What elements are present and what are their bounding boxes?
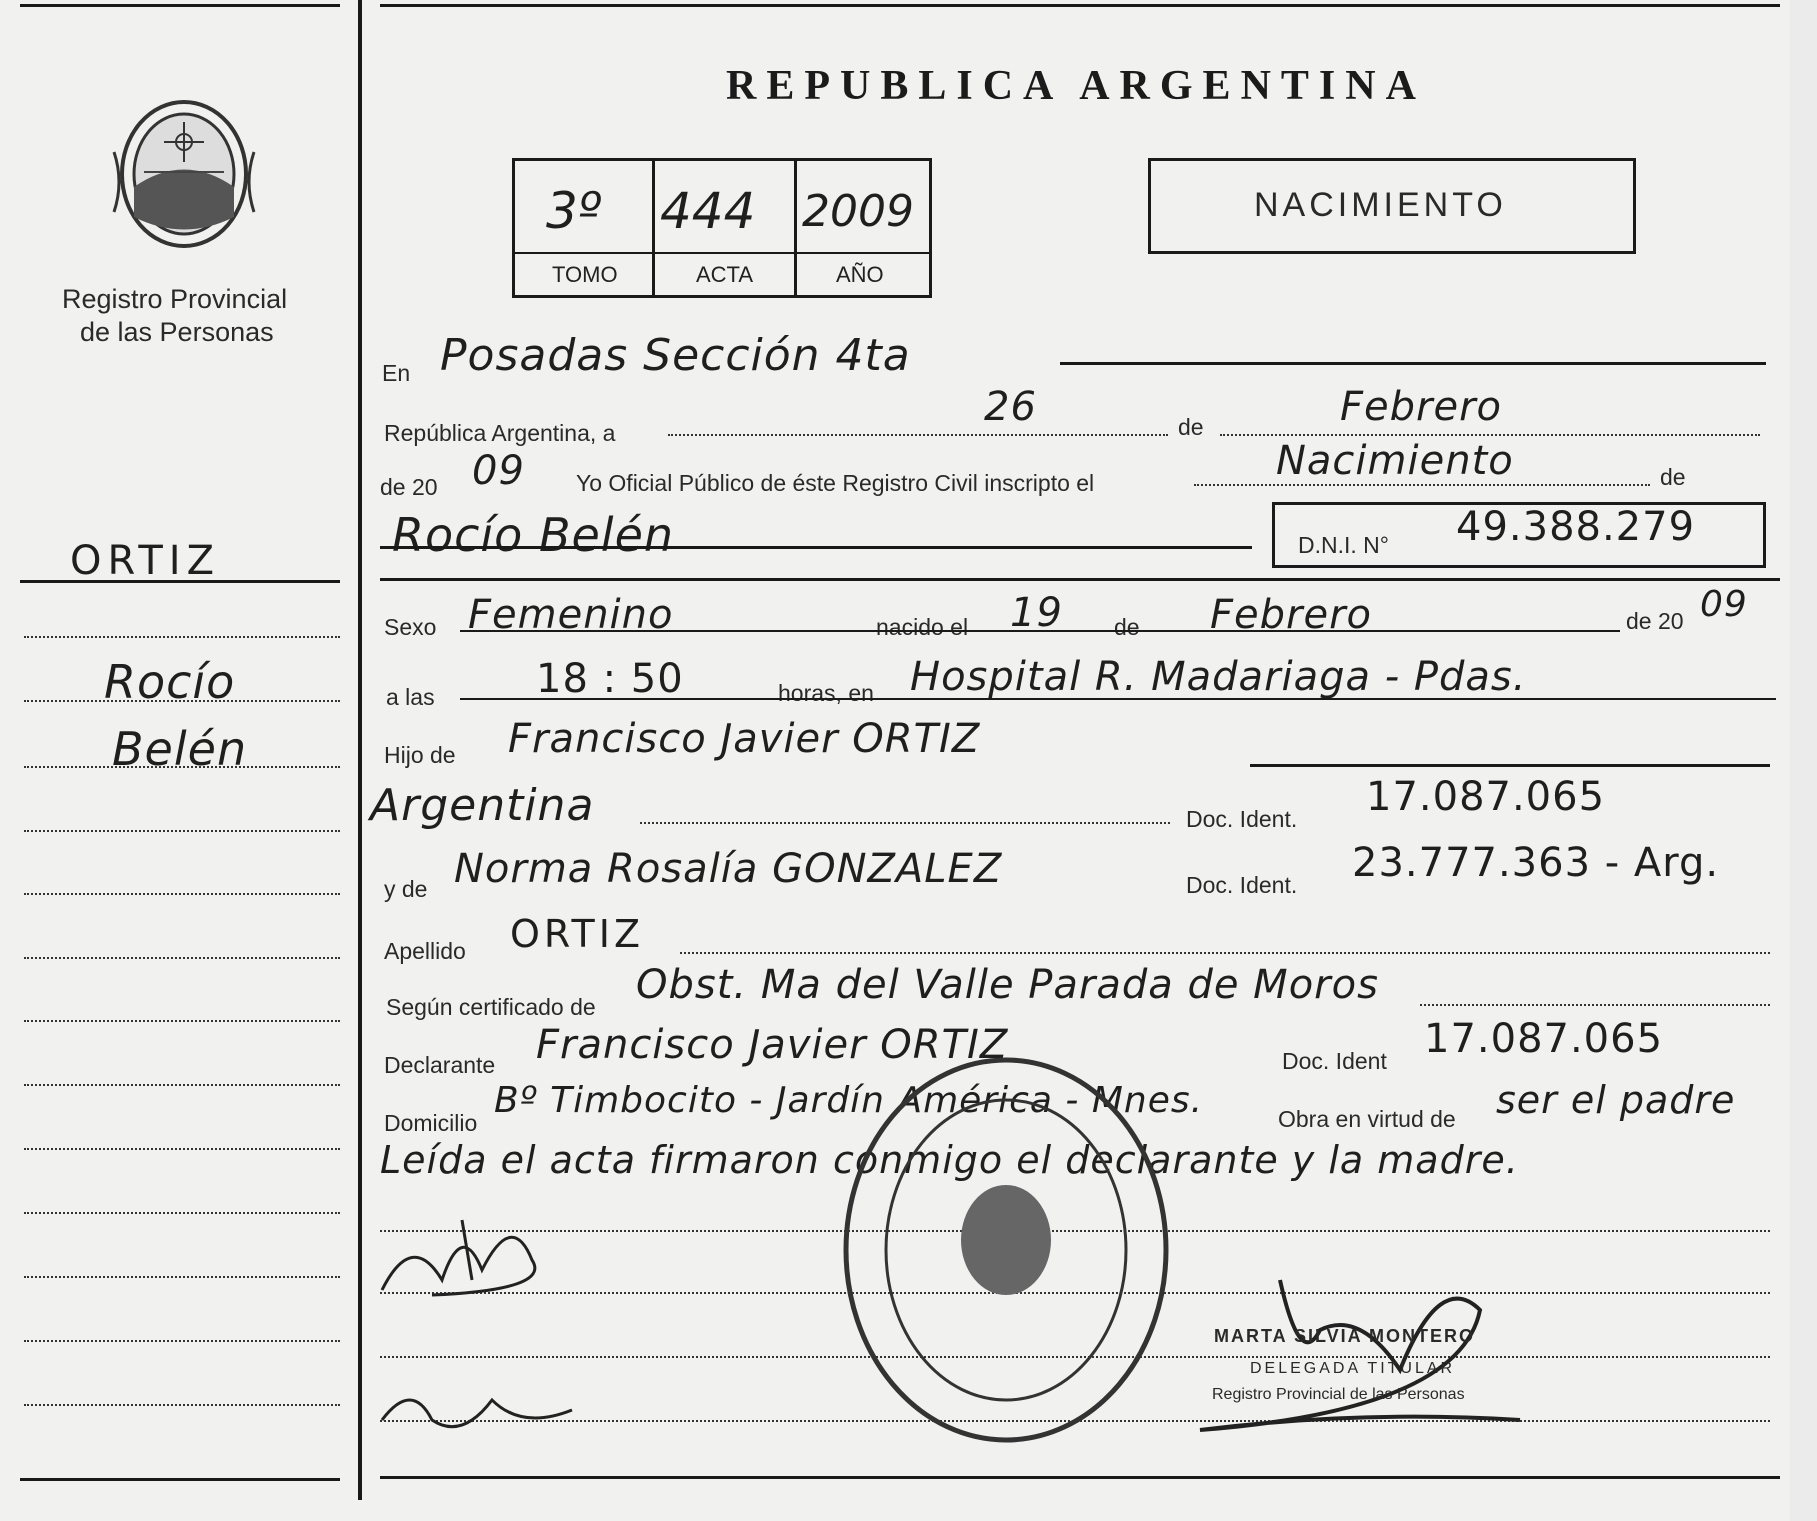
father-nationality: Argentina xyxy=(370,780,595,831)
father-doc: 17.087.065 xyxy=(1366,774,1606,820)
en-value: Posadas Sección 4ta xyxy=(440,330,911,381)
doc-label2: Doc. Ident. xyxy=(1186,872,1298,898)
apellido-dots xyxy=(680,952,1770,954)
margin-dots xyxy=(24,1020,340,1022)
oficial-label: Yo Oficial Público de éste Registro Civil inscripto el xyxy=(576,470,1095,496)
margin-dots xyxy=(24,1404,340,1406)
margin-bottom-rule xyxy=(20,1478,340,1481)
margin-dots xyxy=(24,1340,340,1342)
record-type: NACIMIENTO xyxy=(1254,186,1507,224)
sexo-label: Sexo xyxy=(384,614,437,640)
dni-rule xyxy=(380,578,1780,581)
margin-dots xyxy=(24,766,340,768)
margin-dots xyxy=(24,1276,340,1278)
inscripto-dots xyxy=(1194,484,1650,486)
registry-name-line2: de las Personas xyxy=(80,317,274,347)
hijo-label: Hijo de xyxy=(384,742,456,768)
official-stamp-office: Registro Provincial de las Personas xyxy=(1212,1386,1465,1403)
en-label: En xyxy=(382,360,411,386)
sexo-rule xyxy=(460,630,1620,632)
official-stamp-title: DELEGADA TITULAR xyxy=(1250,1360,1456,1377)
tomo-label: TOMO xyxy=(552,262,618,287)
horas-label: horas, en xyxy=(778,680,874,706)
dni-label: D.N.I. N° xyxy=(1298,532,1389,558)
record-box-divider xyxy=(652,158,655,298)
margin-second-name: Belén xyxy=(112,722,248,776)
left-column-divider xyxy=(358,0,362,1500)
inscripto-value: Nacimiento xyxy=(1276,438,1514,484)
margin-dots xyxy=(24,830,340,832)
record-box-midrule xyxy=(512,252,932,254)
anio-label: AÑO xyxy=(836,262,884,287)
birth-month: Febrero xyxy=(1210,592,1372,638)
top-rule xyxy=(380,4,1780,7)
apellido-value: ORTIZ xyxy=(510,912,644,956)
republica-label: República Argentina, a xyxy=(384,420,616,446)
dni-value: 49.388.279 xyxy=(1456,504,1696,550)
segun-dots xyxy=(1420,1004,1770,1006)
doc-label3: Doc. Ident xyxy=(1282,1048,1387,1074)
mother-signature-icon xyxy=(372,1360,592,1450)
mother-value: Norma Rosalía GONZALEZ xyxy=(454,846,1003,892)
official-seal-icon xyxy=(836,1050,1176,1450)
nat-dots xyxy=(640,822,1170,824)
official-stamp-name: MARTA SILVIA MONTERO xyxy=(1214,1326,1475,1346)
misiones-coat-of-arms-icon xyxy=(104,92,264,262)
birth-year: 09 xyxy=(1700,584,1748,625)
alas-label: a las xyxy=(386,684,435,710)
segun-value: Obst. Ma del Valle Parada de Moros xyxy=(636,962,1379,1008)
place-value: Hospital R. Madariaga - Pdas. xyxy=(910,654,1527,700)
name-value: Rocío Belén xyxy=(392,508,675,562)
obra-label: Obra en virtud de xyxy=(1278,1106,1456,1132)
alas-rule xyxy=(460,698,1776,700)
registry-name-line1: Registro Provincial xyxy=(62,284,288,314)
country-title: REPUBLICA ARGENTINA xyxy=(726,63,1426,109)
doc-label: Doc. Ident. xyxy=(1186,806,1298,832)
name-rule xyxy=(380,546,1252,549)
margin-dots xyxy=(24,893,340,895)
left-top-rule xyxy=(20,4,340,7)
hour-value: 18 : 50 xyxy=(536,656,684,702)
declarante-label: Declarante xyxy=(384,1052,496,1078)
acta-value: 444 xyxy=(660,182,756,240)
de-label2: de xyxy=(1660,464,1686,490)
apellido-label: Apellido xyxy=(384,938,466,964)
margin-surname-rule xyxy=(20,580,340,583)
margin-dots xyxy=(24,1212,340,1214)
acta-label: ACTA xyxy=(696,262,754,287)
mother-doc: 23.777.363 - Arg. xyxy=(1352,840,1720,886)
bottom-rule xyxy=(380,1476,1780,1479)
domicilio-value: Bº Timbocito - Jardín América - Mnes. xyxy=(494,1080,1204,1121)
margin-dots xyxy=(24,1084,340,1086)
day-value: 26 xyxy=(984,384,1037,430)
declarante-value: Francisco Javier ORTIZ xyxy=(536,1022,1009,1068)
yde-label: y de xyxy=(384,876,428,902)
birth-day: 19 xyxy=(1010,590,1063,636)
obra-value: ser el padre xyxy=(1496,1078,1736,1122)
margin-dots xyxy=(24,636,340,638)
month-value: Febrero xyxy=(1340,384,1502,430)
de-label: de xyxy=(1178,414,1204,440)
declarante-doc: 17.087.065 xyxy=(1424,1016,1664,1062)
year-value: 09 xyxy=(472,448,525,494)
record-box-divider xyxy=(794,158,797,298)
father-value: Francisco Javier ORTIZ xyxy=(508,716,981,762)
closing-statement: Leída el acta firmaron conmigo el declarante y la madre. xyxy=(380,1138,1519,1182)
margin-dots xyxy=(24,700,340,702)
month-dots xyxy=(1220,434,1760,436)
declarant-signature-icon xyxy=(372,1200,572,1310)
margin-dots xyxy=(24,957,340,959)
margin-dots xyxy=(24,1148,340,1150)
domicilio-label: Domicilio xyxy=(384,1110,478,1136)
anio-value: 2009 xyxy=(802,186,914,237)
nacido-label: nacido el xyxy=(876,614,969,640)
hijo-rule xyxy=(1250,764,1770,767)
tomo-value: 3º xyxy=(546,182,602,240)
margin-first-name: Rocío xyxy=(104,655,236,709)
segun-label: Según certificado de xyxy=(386,994,596,1020)
de20-label2: de 20 xyxy=(1626,608,1684,634)
margin-surname: ORTIZ xyxy=(70,538,220,584)
date-dots xyxy=(668,434,1168,436)
de20-label: de 20 xyxy=(380,474,438,500)
sexo-value: Femenino xyxy=(468,592,674,638)
en-rule xyxy=(1060,362,1766,365)
de-label3: de xyxy=(1114,614,1140,640)
